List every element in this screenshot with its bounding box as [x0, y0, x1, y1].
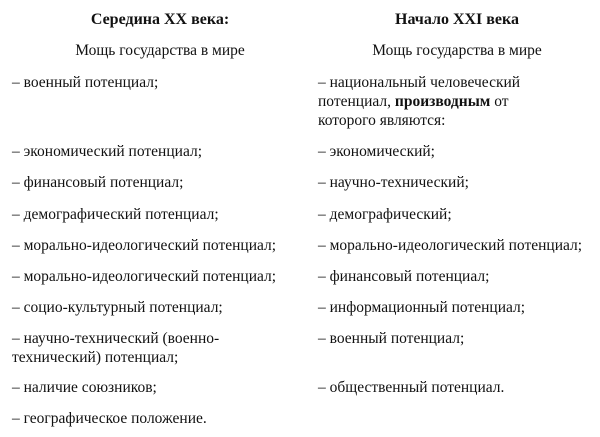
right-list-item: – финансовый потенциал;	[318, 268, 490, 285]
left-list-item: – демографический потенциал;	[12, 206, 219, 223]
right-list-item-lead	[318, 73, 558, 130]
right-list-item: – информационный потенциал;	[318, 299, 526, 316]
right-column-heading: Начало XXI века	[395, 11, 519, 28]
left-list-item: – финансовый потенциал;	[12, 174, 184, 191]
right-list-item: – военный потенциал;	[318, 330, 465, 347]
left-list-item: – географическое положение.	[12, 410, 207, 427]
right-lead-text-tail: от которого являются:	[318, 93, 509, 129]
right-list-item: – экономический;	[318, 143, 435, 160]
left-list-item: – экономический потенциал;	[12, 143, 202, 160]
left-column-subheading: Мощь государства в мире	[75, 42, 245, 59]
right-list-item: – научно-технический;	[318, 174, 469, 191]
left-list-item: – морально-идеологический потенциал;	[12, 237, 277, 254]
left-list-item: – морально-идеологический потенциал;	[12, 268, 277, 285]
left-list-item: – военный потенциал;	[12, 74, 159, 91]
right-lead-bold-term: производным	[394, 93, 491, 110]
left-list-item: – социо-культурный потенциал;	[12, 299, 223, 316]
right-column-subheading: Мощь государства в мире	[372, 42, 542, 59]
right-list-item: – демографический;	[318, 206, 452, 223]
left-list-item: – наличие союзников;	[12, 379, 157, 396]
right-list-item: – морально-идеологический потенциал;	[318, 237, 583, 254]
right-lead-text: – национальный человеческий потенциал,	[318, 74, 521, 110]
left-column-heading: Середина XX века:	[90, 11, 230, 28]
left-list-item: – научно-технический (военно-технический) потенциал;	[12, 330, 220, 366]
right-list-item: – общественный потенциал.	[318, 379, 505, 396]
